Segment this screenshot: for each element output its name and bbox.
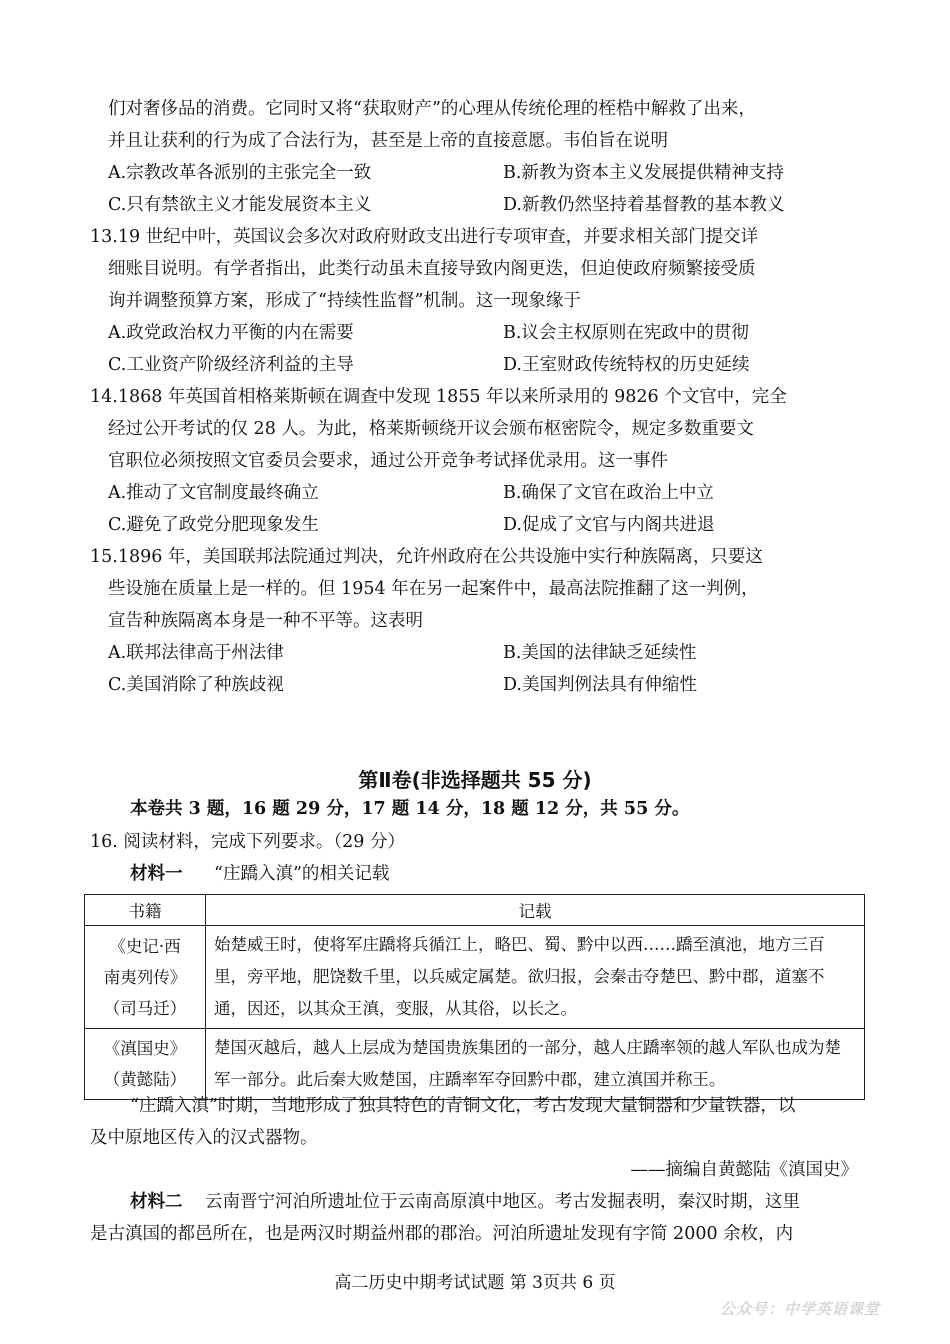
- q12-stem-line-2: 并且让获利的行为成了合法行为，甚至是上帝的直接意愿。韦伯旨在说明: [108, 131, 668, 151]
- table-row: [85, 926, 865, 1029]
- book-cell: [85, 1029, 206, 1100]
- watermark: 公众号：中学英语课堂: [719, 1300, 880, 1318]
- material-1-title: “庄蹻入滇”的相关记载: [214, 864, 390, 884]
- material-2-line-2: 是古滇国的都邑所在，也是两汉时期益州郡的郡治。河泊所遗址发现有字简 2000 余枚，内: [90, 1224, 794, 1244]
- q14-option-b: B.确保了文官在政治上中立: [503, 483, 714, 503]
- q13-stem-line-3: 询并调整预算方案，形成了“持续性监督”机制。这一现象缘于: [108, 291, 581, 311]
- q15-option-a: A.联邦法律高于州法律: [108, 643, 284, 663]
- q12-option-d: D.新教仍然坚持着基督教的基本教义: [503, 195, 785, 215]
- q12-stem-line-1: 们对奢侈品的消费。它同时又将“获取财产”的心理从传统伦理的桎梏中解救了出来，: [108, 99, 756, 119]
- records-table: [84, 894, 865, 1100]
- section-note: 本卷共 3 题，16 题 29 分，17 题 14 分，18 题 12 分，共 55 分。: [130, 799, 690, 819]
- q13-option-c: C.工业资产阶级经济利益的主导: [108, 355, 354, 375]
- q14-stem-line-1: 14.1868 年英国首相格莱斯顿在调查中发现 1855 年以来所录用的 9826 个文官中，完全: [90, 387, 787, 407]
- source-citation: ——摘编自黄懿陆《滇国史》: [630, 1160, 858, 1180]
- header-book: 书籍: [85, 895, 206, 926]
- book-author: （黄懿陆）: [103, 1070, 187, 1089]
- page-footer: 高二历史中期考试试题 第 3页共 6 页: [334, 1273, 616, 1293]
- section-title: 第Ⅱ卷(非选择题共 55 分): [358, 768, 592, 792]
- material-1-paragraph-line-2: 及中原地区传入的汉式器物。: [90, 1128, 318, 1148]
- q15-stem-line-2: 些设施在质量上是一样的。但 1954 年在另一起案件中，最高法院推翻了这一判例，: [108, 579, 759, 599]
- record-cell: 楚国灭越后，越人上层成为楚国贵族集团的一部分，越人庄蹻率领的越人军队也成为楚军一部分。此后秦大败楚国，庄蹻率军夺回黔中郡，建立滇国并称王。: [206, 1029, 865, 1100]
- q13-option-a: A.政党政治权力平衡的内在需要: [108, 323, 354, 343]
- q14-option-a: A.推动了文官制度最终确立: [108, 483, 319, 503]
- header-record: 记载: [206, 895, 865, 926]
- q15-option-d: D.美国判例法具有伸缩性: [503, 675, 697, 695]
- book-title-line: 《滇国史》: [103, 1039, 187, 1058]
- book-title-line: 南夷列传》: [103, 967, 187, 987]
- material-2-label: 材料二: [130, 1192, 183, 1212]
- q13-stem-line-2: 细账目说明。有学者指出，此类行动虽未直接导致内阁更迭，但迫使政府频繁接受质: [108, 259, 756, 279]
- q16-heading: 16. 阅读材料，完成下列要求。（29 分）: [90, 832, 405, 852]
- q14-stem-line-2: 经过公开考试的仅 28 人。为此，格莱斯顿绕开议会颁布枢密院令，规定多数重要文: [108, 419, 754, 439]
- q15-option-b: B.美国的法律缺乏延续性: [503, 643, 697, 663]
- material-2-line-1: 云南晋宁河泊所遗址位于云南高原滇中地区。考古发掘表明，秦汉时期，这里: [205, 1192, 800, 1212]
- q12-option-a: A.宗教改革各派别的主张完全一致: [108, 163, 372, 183]
- material-1-label: 材料一: [130, 864, 183, 884]
- q14-option-d: D.促成了文官与内阁共进退: [503, 515, 715, 535]
- book-cell: [85, 926, 206, 1029]
- book-title-line: 《史记·西: [109, 936, 181, 956]
- q13-option-d: D.王室财政传统特权的历史延续: [503, 355, 750, 375]
- q15-stem-line-3: 宣告种族隔离本身是一种不平等。这表明: [108, 611, 423, 631]
- q15-option-c: C.美国消除了种族歧视: [108, 675, 284, 695]
- material-1-paragraph-line-1: “庄蹻入滇”时期，当地形成了独具特色的青铜文化，考古发现大量铜器和少量铁器，以: [130, 1096, 796, 1116]
- book-author: （司马迁）: [103, 998, 187, 1018]
- table-row: [85, 1029, 865, 1100]
- q14-stem-line-3: 官职位必须按照文官委员会要求，通过公开竞争考试择优录用。这一事件: [108, 451, 668, 471]
- table-header-row: [85, 895, 865, 926]
- q12-option-c: C.只有禁欲主义才能发展资本主义: [108, 195, 372, 215]
- q13-stem-line-1: 13.19 世纪中叶，英国议会多次对政府财政支出进行专项审查，并要求相关部门提交详: [90, 227, 759, 247]
- q14-option-c: C.避免了政党分肥现象发生: [108, 515, 319, 535]
- record-cell: 始楚威王时，使将军庄蹻将兵循江上，略巴、蜀、黔中以西……蹻至滇池，地方三百里，旁平地，肥饶数千里，以兵威定属楚。欲归报，会秦击夺楚巴、黔中郡，道塞不通，因还，以其众王滇，变服，从其俗，以长之。: [206, 926, 865, 1029]
- q12-option-b: B.新教为资本主义发展提供精神支持: [503, 163, 784, 183]
- q13-option-b: B.议会主权原则在宪政中的贯彻: [503, 323, 749, 343]
- q15-stem-line-1: 15.1896 年，美国联邦法院通过判决，允许州政府在公共设施中实行种族隔离，只要这: [90, 547, 763, 567]
